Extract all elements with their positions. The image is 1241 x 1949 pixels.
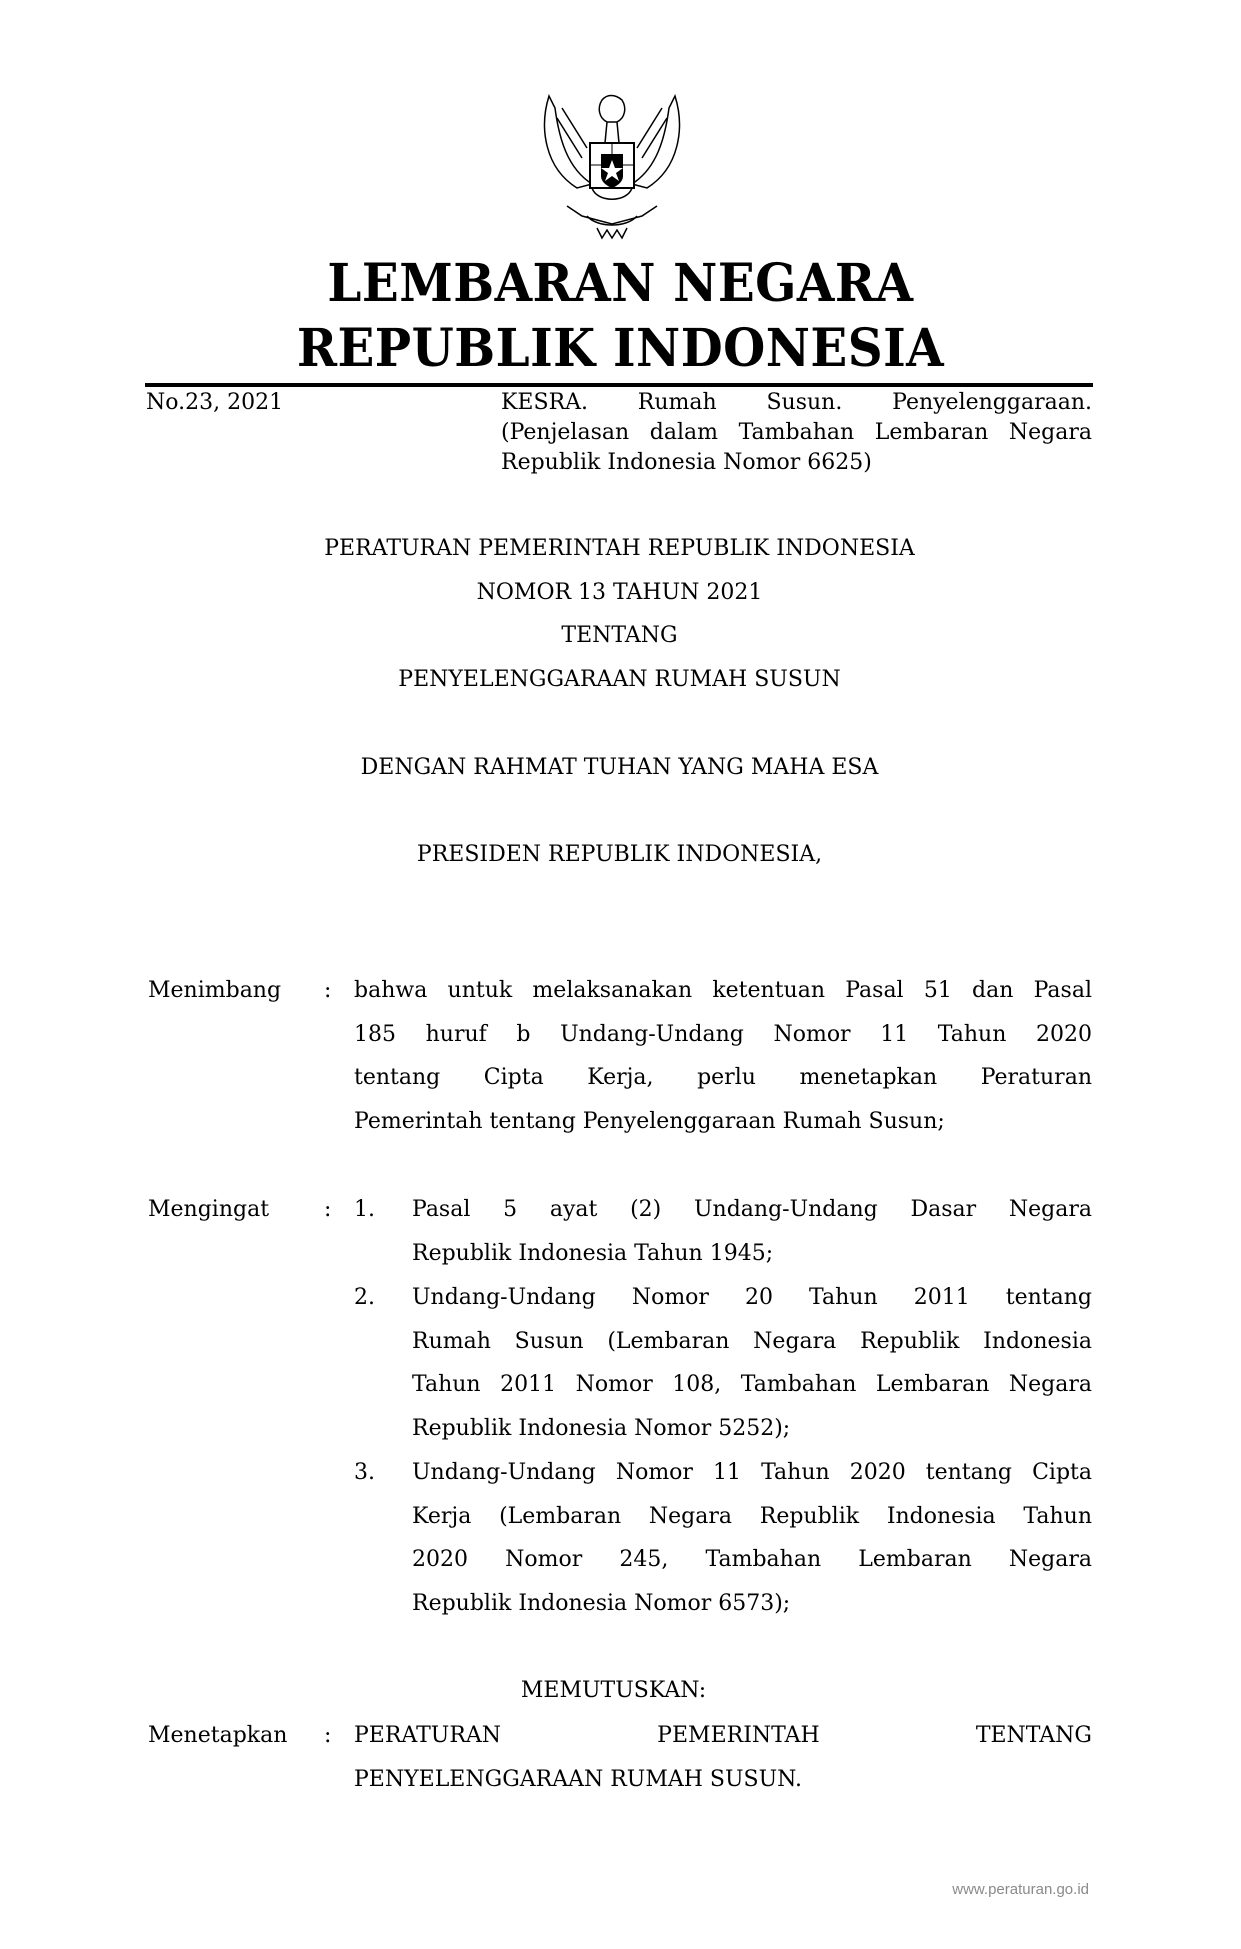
menetapkan-text [354, 1714, 1092, 1801]
gazette-title-line1: LEMBARAN NEGARA [327, 253, 914, 314]
text-line: PERATURAN PEMERINTAH TENTANG [354, 1723, 1092, 1748]
menetapkan-colon: : [324, 1723, 332, 1748]
text-line: Republik Indonesia Nomor 5252); [412, 1415, 791, 1441]
gazette-summary [501, 388, 1092, 478]
footer-url: www.peraturan.go.id [952, 1881, 1089, 1898]
header-divider [145, 383, 1093, 387]
text-line: tentang Cipta Kerja, perlu menetapkan Peraturan [354, 1065, 1092, 1090]
mengingat-item-1 [412, 1188, 1092, 1275]
text-line: PENYELENGGARAAN RUMAH SUSUN. [354, 1766, 802, 1792]
text-line: Undang-Undang Nomor 11 Tahun 2020 tentang Cipta [412, 1460, 1092, 1485]
item-number: 1. [354, 1197, 375, 1222]
president-heading: PRESIDEN REPUBLIK INDONESIA, [416, 842, 823, 867]
summary-line: (Penjelasan dalam Tambahan Lembaran Negara [501, 420, 1092, 445]
regulation-number: NOMOR 13 TAHUN 2021 [476, 580, 763, 605]
mengingat-colon: : [324, 1197, 332, 1222]
text-line: Rumah Susun (Lembaran Negara Republik Indonesia [412, 1328, 1092, 1354]
text-line: bahwa untuk melaksanakan ketentuan Pasal 51 dan Pasal [354, 978, 1092, 1003]
text-line: Republik Indonesia Tahun 1945; [412, 1240, 774, 1266]
memutuskan-heading: MEMUTUSKAN: [520, 1678, 707, 1703]
menimbang-colon: : [324, 978, 332, 1003]
text-line: Republik Indonesia Nomor 6573); [412, 1590, 791, 1616]
invocation: DENGAN RAHMAT TUHAN YANG MAHA ESA [360, 755, 879, 780]
menetapkan-label: Menetapkan [148, 1723, 288, 1748]
regulation-about: TENTANG [561, 623, 678, 648]
text-line: Kerja (Lembaran Negara Republik Indonesia Tahun [412, 1503, 1092, 1529]
text-line: Pemerintah tentang Penyelenggaraan Rumah Susun; [354, 1108, 945, 1134]
text-line: Undang-Undang Nomor 20 Tahun 2011 tentang [412, 1285, 1092, 1310]
menimbang-text [354, 969, 1092, 1143]
garuda-emblem-icon [537, 88, 687, 240]
text-line: 185 huruf b Undang-Undang Nomor 11 Tahun 2020 [354, 1021, 1092, 1047]
summary-line: KESRA. Rumah Susun. Penyelenggaraan. [501, 390, 1092, 415]
regulation-subject: PENYELENGGARAAN RUMAH SUSUN [398, 667, 841, 692]
text-line: Tahun 2011 Nomor 108, Tambahan Lembaran Negara [412, 1372, 1092, 1397]
item-number: 2. [354, 1285, 375, 1310]
menimbang-label: Menimbang [148, 978, 282, 1003]
text-line: Pasal 5 ayat (2) Undang-Undang Dasar Negara [412, 1197, 1092, 1222]
mengingat-item-2 [412, 1276, 1092, 1450]
gazette-number: No.23, 2021 [146, 390, 284, 415]
mengingat-item-3 [412, 1451, 1092, 1625]
summary-line: Republik Indonesia Nomor 6625) [501, 450, 872, 475]
mengingat-label: Mengingat [148, 1197, 270, 1222]
regulation-heading: PERATURAN PEMERINTAH REPUBLIK INDONESIA [324, 536, 915, 561]
text-line: 2020 Nomor 245, Tambahan Lembaran Negara [412, 1547, 1092, 1572]
item-number: 3. [354, 1460, 375, 1485]
gazette-title-line2: REPUBLIK INDONESIA [296, 318, 945, 379]
